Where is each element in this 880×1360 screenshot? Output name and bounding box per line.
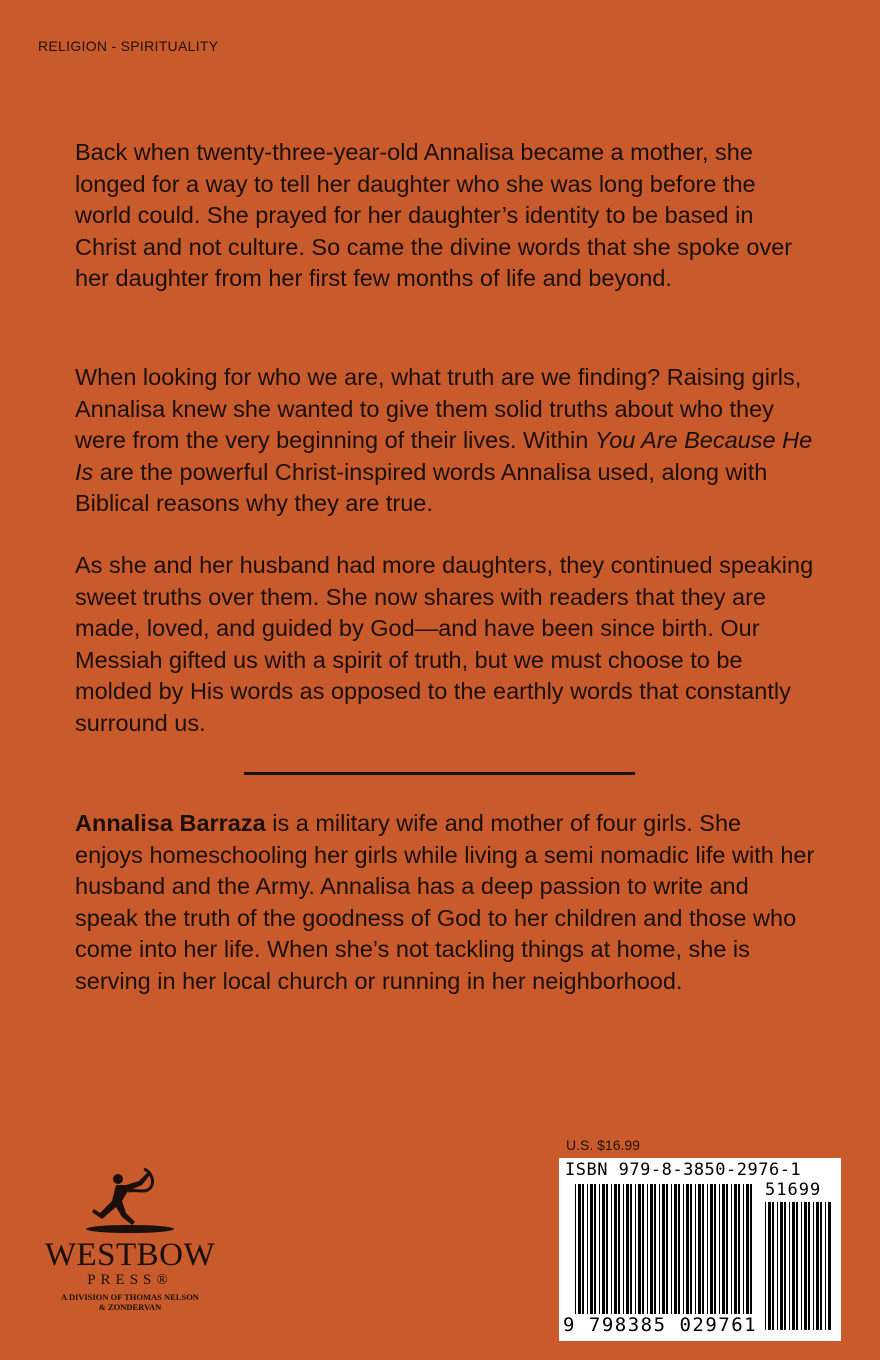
barcode-bar xyxy=(662,1184,665,1314)
division-line-1: A DIVISION OF THOMAS NELSON xyxy=(61,1292,199,1302)
barcode-bar xyxy=(614,1184,617,1314)
addon-bar xyxy=(765,1202,766,1330)
addon-bar xyxy=(789,1202,790,1330)
barcode-bar xyxy=(654,1184,656,1314)
barcode-bar xyxy=(746,1184,749,1314)
addon-bar xyxy=(816,1202,819,1330)
blurb-paragraph-3: As she and her husband had more daughters, they continued speaking sweet truths over them. She now shares with readers that they are made, loved, and guided by God—and have been since birth. Our Messiah gifted us with a spirit of truth, but we must choose to be molded by His words as opposed to the earthly words that constantly surround us. xyxy=(75,552,814,736)
barcode-bar xyxy=(582,1184,584,1314)
barcode-bar xyxy=(671,1184,672,1314)
barcode-bar xyxy=(575,1184,576,1314)
barcode-bar xyxy=(618,1184,620,1314)
barcode-bar xyxy=(707,1184,708,1314)
barcode-bar xyxy=(602,1184,605,1314)
addon-bar xyxy=(792,1202,795,1330)
barcode-bar xyxy=(650,1184,653,1314)
barcode-bar xyxy=(630,1184,632,1314)
barcode-bar xyxy=(734,1184,737,1314)
blurb-p2-intro: When looking for who we are, what truth are we finding? Raising girls, Annalisa knew she wanted to give them solid truths about who they were from the very beginning of their lives. Within xyxy=(75,364,802,453)
barcode-bar xyxy=(678,1184,680,1314)
barcode-bar xyxy=(587,1184,588,1314)
barcode-bar xyxy=(698,1184,701,1314)
addon-bar xyxy=(780,1202,783,1330)
barcode-bar xyxy=(674,1184,677,1314)
barcode-bar xyxy=(726,1184,728,1314)
barcode-bar xyxy=(578,1184,581,1314)
publisher-name: WESTBOW xyxy=(44,1237,216,1273)
barcode-bar xyxy=(738,1184,740,1314)
barcode-bar xyxy=(719,1184,720,1314)
runner-icon xyxy=(82,1165,178,1237)
author-bio-text: is a military wife and mother of four girls. She enjoys homeschooling her girls while living a semi nomadic life with her husband and the Army. Annalisa has a deep passion to write and speak the truth of the goodness of God to her children and those who come into her life. When she’s not tackling things at home, she is serving in her local church or running in her neighborhood. xyxy=(75,810,815,994)
barcode-bar xyxy=(695,1184,696,1314)
publisher-division xyxy=(30,1292,230,1312)
barcode-bar xyxy=(743,1184,744,1314)
isbn-text: ISBN 979-8-3850-2976-1 xyxy=(565,1160,802,1180)
barcode-bar xyxy=(731,1184,732,1314)
barcode-bar xyxy=(635,1184,636,1314)
price-label: U.S. $16.99 xyxy=(566,1137,640,1153)
addon-bar xyxy=(768,1202,771,1330)
barcode-bar xyxy=(686,1184,689,1314)
barcode-bar xyxy=(683,1184,684,1314)
barcode-bar xyxy=(702,1184,704,1314)
barcode-bar xyxy=(722,1184,725,1314)
barcode-bar xyxy=(611,1184,612,1314)
barcode-bar xyxy=(626,1184,629,1314)
barcode-bar xyxy=(714,1184,716,1314)
barcode-bar xyxy=(647,1184,648,1314)
addon-bar xyxy=(825,1202,826,1330)
publisher-logo xyxy=(30,1165,230,1325)
barcode-bar xyxy=(606,1184,608,1314)
barcode-bar xyxy=(638,1184,641,1314)
barcode-bar xyxy=(750,1184,752,1314)
blurb-paragraph-1: Back when twenty-three-year-old Annalisa became a mother, she longed for a way to tell her daughter who she was long before the world could. She prayed for her daughter’s identity to be based in Christ and not culture. So came the divine words that she spoke over her daughter from her first few months of life and beyond. xyxy=(75,139,793,291)
barcode-bar xyxy=(710,1184,713,1314)
addon-bar xyxy=(772,1202,774,1330)
author-bio xyxy=(75,808,815,997)
genre-label: RELIGION - SPIRITUALITY xyxy=(38,38,219,54)
book-title-mention: You Are Because He Is xyxy=(75,427,813,485)
addon-bar xyxy=(813,1202,814,1330)
addon-bar xyxy=(784,1202,786,1330)
barcode-bar xyxy=(590,1184,593,1314)
ean-digits: 9 798385 029761 xyxy=(563,1314,758,1336)
publisher-press: PRESS® xyxy=(87,1272,173,1288)
division-line-2: & ZONDERVAN xyxy=(98,1302,162,1312)
addon-bar xyxy=(808,1202,810,1330)
barcode-bar xyxy=(659,1184,660,1314)
barcode-bar xyxy=(594,1184,596,1314)
blurb-p2-rest: are the powerful Christ-inspired words Annalisa used, along with Biblical reasons why they are true. xyxy=(75,458,768,516)
addon-bar xyxy=(801,1202,802,1330)
barcode-bar xyxy=(666,1184,668,1314)
price-addon-digits: 51699 xyxy=(765,1180,822,1200)
addon-bar xyxy=(828,1202,831,1330)
section-divider xyxy=(244,772,635,775)
addon-bar xyxy=(804,1202,807,1330)
barcode-bar xyxy=(690,1184,692,1314)
addon-bar xyxy=(796,1202,798,1330)
barcode-bar xyxy=(642,1184,644,1314)
addon-bar xyxy=(820,1202,822,1330)
isbn-barcode xyxy=(559,1158,841,1341)
blurb-paragraph-2 xyxy=(75,362,815,520)
author-name: Annalisa Barraza xyxy=(75,810,266,836)
barcode-bar xyxy=(623,1184,624,1314)
addon-bar xyxy=(777,1202,778,1330)
barcode-bar xyxy=(599,1184,600,1314)
